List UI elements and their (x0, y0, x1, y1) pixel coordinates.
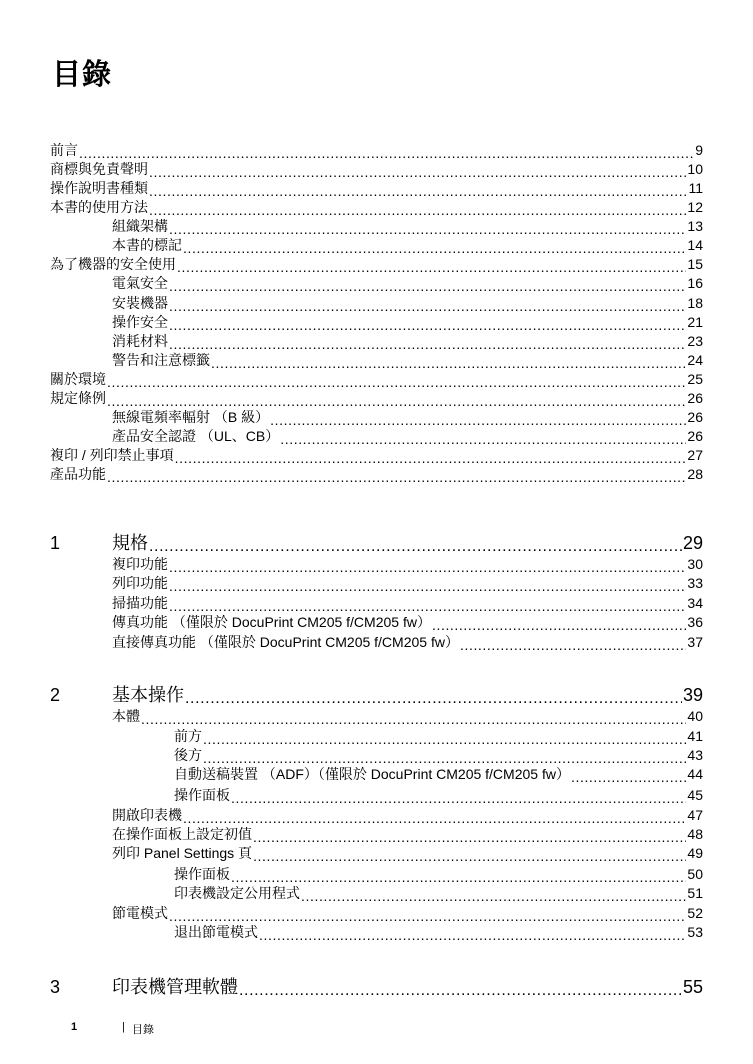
toc-page-number: 45 (687, 787, 703, 803)
toc-entry[interactable] (50, 351, 703, 369)
toc-entry[interactable] (50, 236, 703, 254)
toc-dot-leader (231, 790, 686, 804)
toc-page-number: 51 (687, 885, 703, 901)
toc-entry[interactable] (50, 160, 703, 178)
toc-dot-leader (231, 869, 686, 883)
toc-page-number: 23 (687, 333, 703, 349)
toc-entry-label: 印表機管理軟體 (112, 977, 238, 997)
toc-entry-label: 操作面板 (174, 787, 230, 803)
toc-entry[interactable] (50, 786, 703, 804)
toc-page-number: 33 (687, 575, 703, 591)
toc-page-number: 40 (687, 708, 703, 724)
toc-entry-label: 後方 (174, 747, 202, 763)
toc-dot-leader (175, 450, 687, 464)
toc-entry[interactable] (50, 825, 703, 843)
toc-entry[interactable] (50, 389, 703, 407)
toc-page-number: 34 (687, 595, 703, 611)
footer-page-number: 1 (71, 1021, 78, 1033)
toc-entry-label: 複印 / 列印禁止事項 (50, 447, 174, 463)
toc-dot-leader (185, 690, 682, 706)
toc-dot-leader (571, 769, 686, 783)
toc-entry[interactable] (50, 884, 703, 902)
toc-dot-leader (169, 298, 686, 312)
toc-page-number: 14 (687, 237, 703, 253)
footer-title: 目錄 (132, 1024, 154, 1036)
toc-entry[interactable] (50, 408, 703, 426)
toc-dot-leader (203, 750, 686, 764)
toc-dot-leader (280, 431, 686, 445)
toc-page-number: 43 (687, 747, 703, 763)
toc-dot-leader (183, 810, 686, 824)
toc-page-number: 10 (687, 161, 703, 177)
toc-entry[interactable] (50, 555, 703, 573)
toc-page-number: 27 (687, 447, 703, 463)
toc-dot-leader (253, 829, 686, 843)
toc-page-number: 28 (687, 466, 703, 482)
toc-page-number: 18 (687, 295, 703, 311)
toc-chapter-number: 2 (50, 685, 61, 705)
toc-page-number: 44 (687, 766, 703, 782)
toc-entry-label: 規格 (112, 533, 148, 553)
toc-dot-leader (107, 374, 686, 388)
toc-entry[interactable] (50, 765, 703, 783)
toc-entry-label: 產品安全認證 （UL、CB） (112, 428, 280, 444)
toc-dot-leader (169, 278, 686, 292)
toc-entry[interactable] (50, 294, 703, 312)
toc-page-number: 26 (687, 428, 703, 444)
toc-page-number: 26 (687, 409, 703, 425)
toc-entry-label: 列印功能 (112, 575, 168, 591)
toc-entry[interactable] (50, 865, 703, 883)
toc-entry-label: 商標與免責聲明 (50, 161, 148, 177)
toc-entry[interactable] (50, 633, 703, 651)
toc-entry-label: 本書的標記 (112, 237, 182, 253)
toc-dot-leader (253, 848, 686, 862)
toc-entry[interactable] (50, 465, 703, 483)
toc-dot-leader (79, 145, 694, 159)
toc-page-number: 21 (687, 314, 703, 330)
toc-dot-leader (149, 183, 687, 197)
toc-entry[interactable] (50, 370, 703, 388)
toc-page-number: 47 (687, 807, 703, 823)
toc-dot-leader (460, 637, 686, 651)
toc-entry[interactable] (50, 844, 703, 862)
toc-entry[interactable] (50, 904, 703, 922)
toc-entry-label: 退出節電模式 (174, 924, 258, 940)
toc-dot-leader (211, 355, 686, 369)
toc-page-number: 16 (687, 275, 703, 291)
toc-page-number: 11 (688, 180, 703, 196)
toc-dot-leader (169, 317, 686, 331)
toc-dot-leader (239, 982, 682, 998)
toc-chapter-entry[interactable] (50, 532, 703, 554)
toc-dot-leader (149, 164, 686, 178)
toc-entry-label: 為了機器的安全使用 (50, 256, 176, 272)
page-title: 目錄 (52, 59, 113, 91)
toc-page-number: 55 (682, 977, 703, 997)
toc-page-number: 37 (687, 634, 703, 650)
toc-entry[interactable] (50, 727, 703, 745)
toc-dot-leader (169, 908, 686, 922)
toc-entry[interactable] (50, 141, 703, 159)
toc-entry-label: 產品功能 (50, 466, 106, 482)
toc-entry-label: 自動送稿裝置 （ADF）（僅限於 DocuPrint CM205 f/CM205 fw） (174, 766, 570, 782)
toc-entry-label: 印表機設定公用程式 (174, 885, 300, 901)
toc-entry-label: 掃描功能 (112, 595, 168, 611)
toc-entry-label: 無線電頻率輻射 （B 級） (112, 409, 270, 425)
toc-entry-label: 操作說明書種類 (50, 180, 148, 196)
toc-entry-label: 直接傳真功能 （僅限於 DocuPrint CM205 f/CM205 fw） (112, 634, 459, 650)
toc-entry-label: 列印 Panel Settings 頁 (112, 845, 253, 861)
toc-dot-leader (169, 578, 686, 592)
toc-entry-label: 安裝機器 (112, 295, 168, 311)
toc-chapter-number: 3 (50, 977, 61, 997)
toc-dot-leader (169, 598, 686, 612)
toc-chapter-entry[interactable] (50, 976, 703, 998)
toc-dot-leader (169, 221, 686, 235)
toc-entry[interactable] (50, 613, 703, 631)
toc-page-number: 50 (687, 866, 703, 882)
toc-page-number: 24 (687, 352, 703, 368)
toc-dot-leader (107, 393, 686, 407)
toc-entry[interactable] (50, 179, 703, 197)
toc-page-number: 41 (687, 728, 703, 744)
toc-entry[interactable] (50, 198, 703, 216)
footer-separator: | (122, 1021, 125, 1033)
toc-entry-label: 關於環境 (50, 371, 106, 387)
toc-page-number: 13 (687, 218, 703, 234)
toc-page-number: 15 (687, 256, 703, 272)
toc-dot-leader (203, 731, 686, 745)
toc-dot-leader (177, 259, 686, 273)
toc-entry[interactable] (50, 746, 703, 764)
toc-entry-label: 本書的使用方法 (50, 199, 148, 215)
toc-dot-leader (107, 469, 686, 483)
toc-entry-label: 規定條例 (50, 390, 106, 406)
toc-dot-leader (270, 412, 686, 426)
toc-page-number: 30 (687, 556, 703, 572)
toc-entry-label: 警告和注意標籤 (112, 352, 210, 368)
toc-entry[interactable] (50, 806, 703, 824)
toc-entry-label: 操作面板 (174, 866, 230, 882)
toc-chapter-entry[interactable] (50, 684, 703, 706)
toc-entry-label: 組織架構 (112, 218, 168, 234)
toc-dot-leader (169, 336, 686, 350)
toc-dot-leader (149, 538, 682, 554)
toc-dot-leader (183, 240, 686, 254)
toc-entry[interactable] (50, 217, 703, 235)
toc-entry[interactable] (50, 923, 703, 941)
toc-page-number: 12 (687, 199, 703, 215)
toc-dot-leader (141, 711, 686, 725)
toc-dot-leader (301, 888, 686, 902)
toc-page-number: 26 (687, 390, 703, 406)
toc-entry-label: 傳真功能 （僅限於 DocuPrint CM205 f/CM205 fw） (112, 614, 431, 630)
toc-page-number: 25 (687, 371, 703, 387)
toc-entry-label: 基本操作 (112, 685, 184, 705)
toc-entry-label: 在操作面板上設定初值 (112, 826, 252, 842)
toc-entry[interactable] (50, 274, 703, 292)
toc-page-number: 48 (687, 826, 703, 842)
toc-page-number: 9 (695, 142, 703, 158)
toc-entry-label: 前方 (174, 728, 202, 744)
toc-entry-label: 電氣安全 (112, 275, 168, 291)
toc-dot-leader (149, 202, 686, 216)
toc-page-number: 39 (682, 685, 703, 705)
toc-page-number: 52 (687, 905, 703, 921)
toc-entry-label: 複印功能 (112, 556, 168, 572)
toc-page-number: 49 (687, 845, 703, 861)
toc-entry-label: 本體 (112, 708, 140, 724)
toc-entry[interactable] (50, 332, 703, 350)
toc-entry-label: 消耗材料 (112, 333, 168, 349)
toc-dot-leader (169, 559, 686, 573)
toc-entry[interactable] (50, 594, 703, 612)
toc-page-number: 53 (687, 924, 703, 940)
toc-entry-label: 操作安全 (112, 314, 168, 330)
toc-dot-leader (432, 617, 686, 631)
toc-entry[interactable] (50, 427, 703, 445)
toc-entry[interactable] (50, 574, 703, 592)
toc-page-number: 29 (682, 533, 703, 553)
toc-entry-label: 前言 (50, 142, 78, 158)
toc-dot-leader (259, 927, 686, 941)
toc-entry[interactable] (50, 446, 703, 464)
toc-chapter-number: 1 (50, 533, 61, 553)
toc-entry[interactable] (50, 313, 703, 331)
toc-entry-label: 開啟印表機 (112, 807, 182, 823)
toc-entry-label: 節電模式 (112, 905, 168, 921)
toc-entry[interactable] (50, 707, 703, 725)
toc-entry[interactable] (50, 255, 703, 273)
toc-page-number: 36 (687, 614, 703, 630)
